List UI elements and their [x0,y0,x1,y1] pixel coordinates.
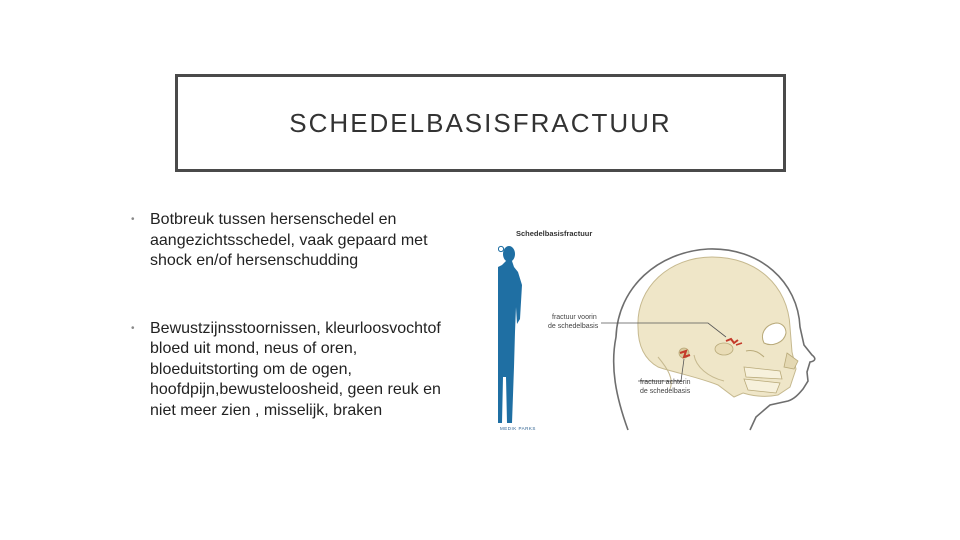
label-back-line1: fractuur achterin [640,379,691,386]
figure-credit: MEDIK PARKS [500,426,536,431]
location-marker-icon [498,246,503,251]
figure-title: Schedelbasisfractuur [516,229,593,238]
bullet-text: Bewustzijnsstoornissen, kleurloosvochtof bloed uit mond, neus of oren, bloeduitstorting om de ogen, hoofdpijn,bewusteloosheid, geen reuk en niet meer zien , misselijk, braken [150,319,441,419]
bullet-item [131,319,461,422]
skull-fracture-illustration [498,227,835,432]
bullet-list [131,210,461,421]
label-front-line1: fractuur voorin [552,314,597,321]
body-silhouette-icon [498,246,522,423]
illustration-svg [498,227,835,432]
bullet-text: Botbreuk tussen hersenschedel en aangezichtsschedel, vaak gepaard met shock en/of hersenschudding [150,211,428,269]
bullet-marker: • [131,214,135,225]
label-front-line2: de schedelbasis [548,323,599,330]
label-back-line2: de schedelbasis [640,388,691,395]
bullet-marker: • [131,322,135,334]
slide-title: SCHEDELBASISFRACTUUR [289,107,672,138]
bullet-item [131,210,461,272]
title-box [175,74,786,172]
skull-drawing [638,257,798,397]
